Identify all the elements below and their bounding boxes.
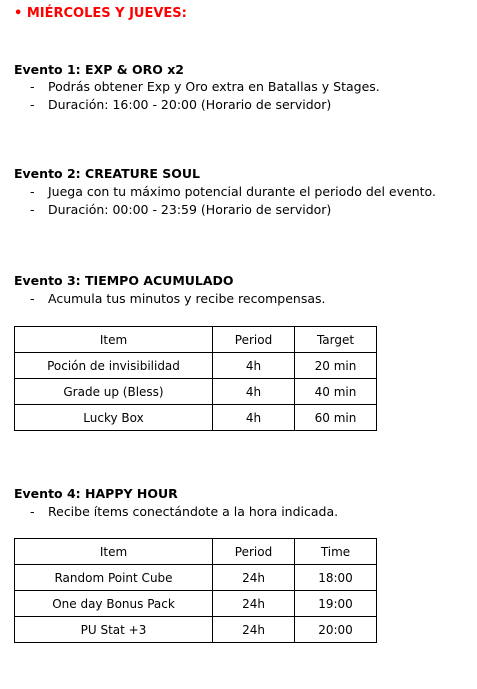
table-cell: Poción de invisibilidad xyxy=(15,353,213,379)
event-4-bullet-1 xyxy=(30,504,338,519)
column-header-period: Period xyxy=(213,539,295,565)
bullet-text: Podrás obtener Exp y Oro extra en Batallas y Stages. xyxy=(48,79,380,94)
bullet-text: Duración: 16:00 - 20:00 (Horario de servidor) xyxy=(48,97,332,112)
table-header-row xyxy=(15,327,377,353)
event-2-bullet-1 xyxy=(30,184,436,199)
bullet-text: Juega con tu máximo potencial durante el periodo del evento. xyxy=(48,184,436,199)
table-cell: 24h xyxy=(213,617,295,643)
bullet-marker: - xyxy=(30,504,35,519)
happy-hour-table xyxy=(14,538,377,643)
bullet-marker: - xyxy=(30,97,35,112)
bullet-marker: - xyxy=(30,79,35,94)
event-1-title: Evento 1: EXP & ORO x2 xyxy=(14,62,184,77)
table-row xyxy=(15,379,377,405)
column-header-period: Period xyxy=(213,327,295,353)
bullet-marker: - xyxy=(30,202,35,217)
bullet-text: Duración: 00:00 - 23:59 (Horario de servidor) xyxy=(48,202,332,217)
table-row xyxy=(15,405,377,431)
column-header-item: Item xyxy=(15,327,213,353)
event-2-bullet-2 xyxy=(30,202,331,217)
column-header-item: Item xyxy=(15,539,213,565)
table-cell: 18:00 xyxy=(295,565,377,591)
event-1-bullet-1 xyxy=(30,79,380,94)
table-row xyxy=(15,617,377,643)
table-header-row xyxy=(15,539,377,565)
table-row xyxy=(15,353,377,379)
table-cell: 40 min xyxy=(295,379,377,405)
event-3-title: Evento 3: TIEMPO ACUMULADO xyxy=(14,273,234,288)
accumulated-time-table xyxy=(14,326,377,431)
table-cell: PU Stat +3 xyxy=(15,617,213,643)
table-cell: 4h xyxy=(213,379,295,405)
bullet-text: Acumula tus minutos y recibe recompensas. xyxy=(48,291,326,306)
bullet-text: Recibe ítems conectándote a la hora indicada. xyxy=(48,504,339,519)
event-2-title: Evento 2: CREATURE SOUL xyxy=(14,166,201,181)
table-cell: One day Bonus Pack xyxy=(15,591,213,617)
table-cell: 19:00 xyxy=(295,591,377,617)
table-row xyxy=(15,591,377,617)
table-cell: 4h xyxy=(213,353,295,379)
page-heading: • MIÉRCOLES Y JUEVES: xyxy=(14,6,187,21)
table-cell: 24h xyxy=(213,565,295,591)
table-cell: 20 min xyxy=(295,353,377,379)
column-header-time: Time xyxy=(295,539,377,565)
bullet-marker: - xyxy=(30,184,35,199)
table-cell: 24h xyxy=(213,591,295,617)
table-cell: Lucky Box xyxy=(15,405,213,431)
table-cell: 20:00 xyxy=(295,617,377,643)
table-cell: 60 min xyxy=(295,405,377,431)
event-3-bullet-1 xyxy=(30,291,326,306)
event-4-title: Evento 4: HAPPY HOUR xyxy=(14,486,178,501)
bullet-marker: - xyxy=(30,291,35,306)
column-header-target: Target xyxy=(295,327,377,353)
table-cell: Grade up (Bless) xyxy=(15,379,213,405)
table-cell: 4h xyxy=(213,405,295,431)
table-row xyxy=(15,565,377,591)
event-1-bullet-2 xyxy=(30,97,331,112)
table-cell: Random Point Cube xyxy=(15,565,213,591)
